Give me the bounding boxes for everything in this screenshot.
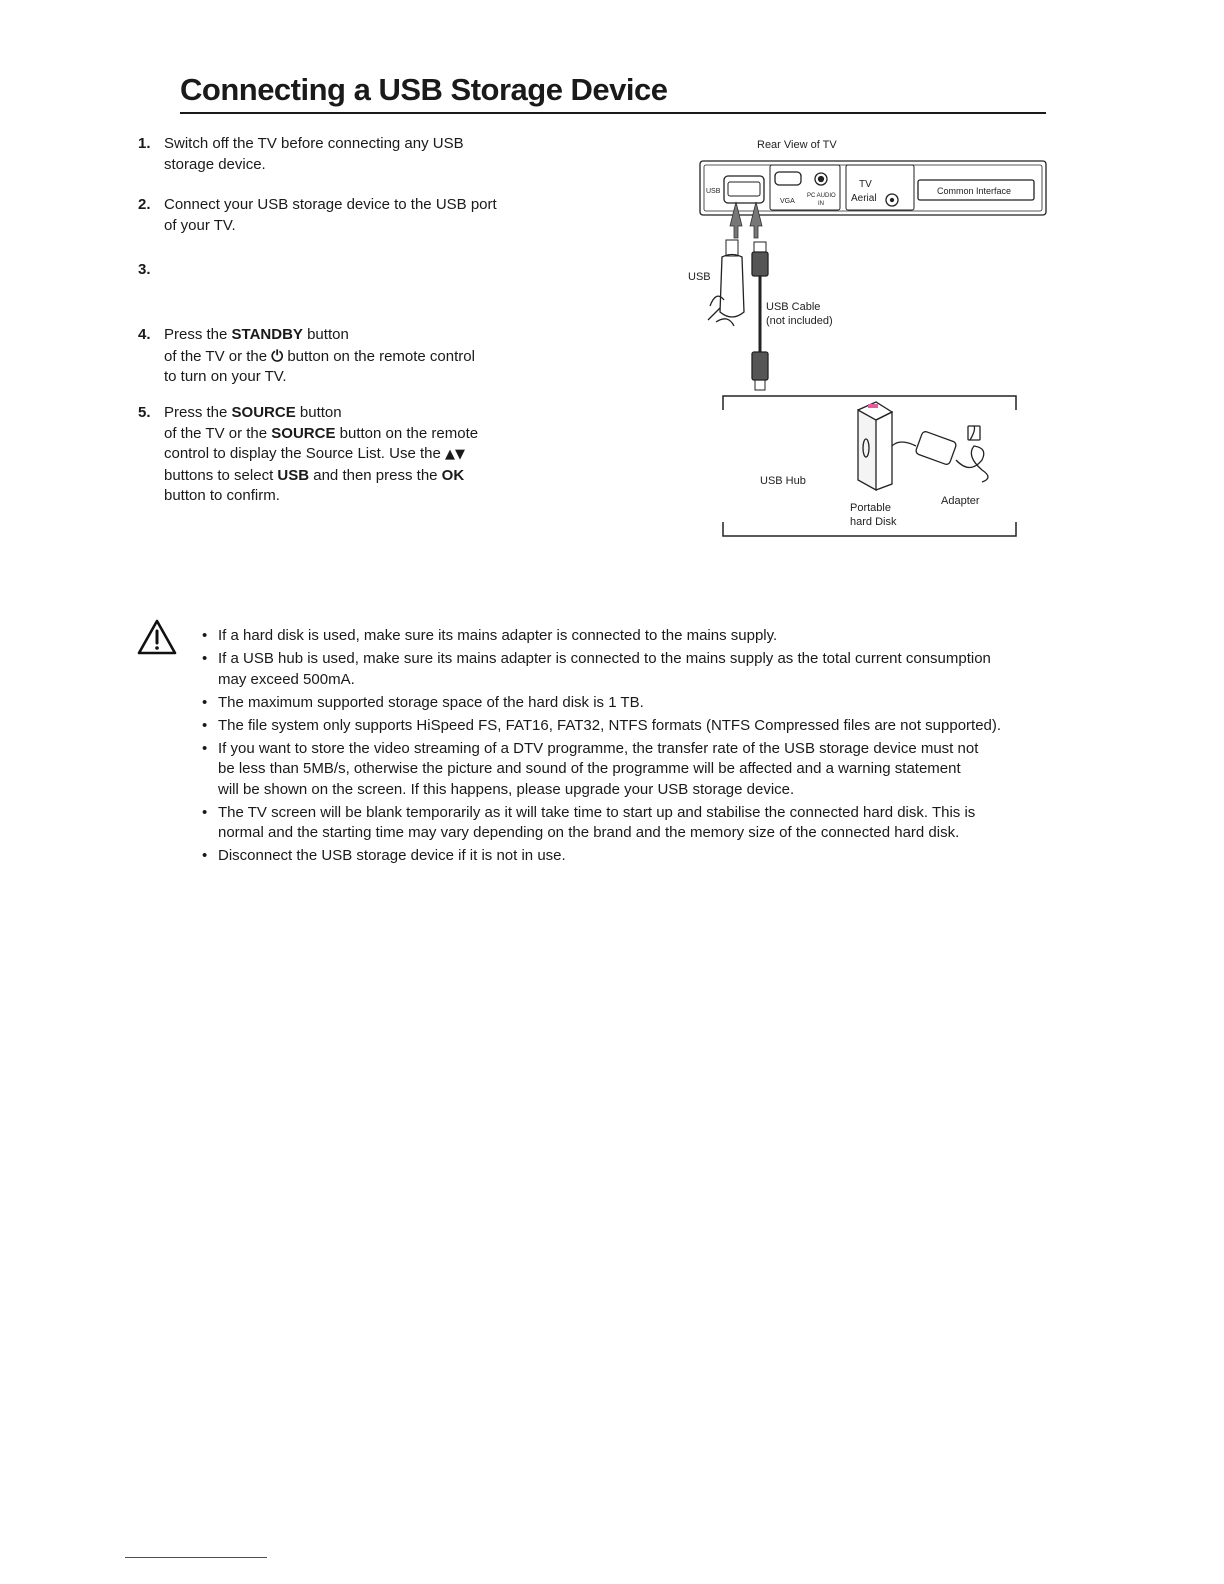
portable-hard-disk-label: hard Disk (850, 516, 897, 528)
step-text: button on the remote (335, 424, 479, 442)
step-text: and then press the (309, 466, 442, 484)
step-text: button (295, 404, 342, 421)
arrow-up-icon (730, 202, 742, 238)
rear-view-label: Rear View of TV (757, 139, 837, 151)
page-title: Connecting a USB Storage Device (180, 72, 1046, 114)
step-text: Switch off the TV before connecting any USB (164, 135, 464, 152)
usb-hub-label: USB Hub (760, 475, 806, 487)
vga-label: VGA (780, 198, 795, 205)
usb-option-name: USB (277, 466, 310, 484)
common-interface-label: Common Interface (937, 186, 1012, 196)
list-item: • If you want to store the video streaming of a DTV programme, the transfer rate of the USB storage device must not be less than 5MB/s, otherwise the picture and sound of the programme will be affected and a warning statement will be shown on the screen. If this happens, please upgrade your USB storage device. (202, 739, 979, 798)
step-text: storage device. (164, 155, 266, 173)
step-text: control to display the Source List. Use the (164, 445, 445, 462)
usb-port-label: USB (706, 188, 721, 195)
list-item: • If a USB hub is used, make sure its mains adapter is connected to the mains supply as the total current consumption may exceed 500mA. (202, 650, 991, 688)
step-text: of your TV. (164, 216, 236, 234)
vga-port-icon (775, 172, 801, 185)
usb-stick-icon (708, 240, 744, 326)
step-text: button to confirm. (164, 487, 280, 504)
step-text: of the TV or the (164, 424, 272, 442)
adapter-label: Adapter (941, 495, 980, 507)
step-text: Connect your USB storage device to the USB port (164, 196, 497, 213)
list-item: • The file system only supports HiSpeed FS, FAT16, FAT32, NTFS formats (NTFS Compressed files are not supported). (202, 716, 1002, 734)
step-text: Press the (164, 326, 232, 343)
usb-cable-label: (not included) (766, 315, 833, 327)
arrow-keys-icon: ▲▼ (444, 447, 465, 462)
adapter-icon (892, 426, 988, 482)
standby-button-name: STANDBY (231, 326, 303, 343)
footer-rule (125, 1557, 267, 1558)
connection-diagram (670, 130, 1060, 550)
step-text: to turn on your TV. (164, 368, 287, 385)
source-button-name: SOURCE (231, 404, 296, 421)
step-text: Press the (164, 404, 232, 421)
step-number: 3. (138, 261, 151, 278)
source-button-name: SOURCE (271, 424, 336, 442)
tv-label: TV (859, 179, 872, 190)
step-number: 1. (138, 135, 151, 152)
notes-list (202, 626, 1042, 869)
warning-icon (136, 618, 178, 656)
ok-button-name: OK (441, 466, 465, 484)
step-text: button (302, 326, 349, 343)
usb-port-icon (724, 176, 764, 203)
list-item: • Disconnect the USB storage device if it is not in use. (202, 847, 566, 864)
power-icon: ⏻ (271, 346, 284, 365)
step-number: 4. (138, 326, 151, 343)
pc-audio-label: PC AUDIO (807, 193, 836, 199)
usb-stick-label: USB (688, 271, 711, 283)
list-item: • The maximum supported storage space of the hard disk is 1 TB. (202, 693, 644, 711)
pc-audio-label: IN (818, 201, 824, 207)
step-number: 5. (138, 404, 151, 421)
usb-cable-label: USB Cable (766, 301, 821, 313)
step-text: buttons to select (164, 466, 278, 484)
aerial-label: Aerial (851, 193, 877, 204)
arrow-up-icon (750, 202, 762, 238)
portable-hard-disk-label: Portable (850, 502, 891, 514)
step-text: of the TV or the (164, 347, 272, 365)
step-number: 2. (138, 196, 151, 213)
list-item: • If a hard disk is used, make sure its mains adapter is connected to the mains supply. (202, 627, 778, 644)
step-text: button on the remote control (283, 347, 475, 365)
list-item: • The TV screen will be blank temporarily as it will take time to start up and stabilise the connected hard disk. This is normal and the starting time may vary depending on the brand and the memory size of the connected hard disk. (202, 803, 976, 841)
portable-hard-disk-icon (858, 402, 892, 490)
